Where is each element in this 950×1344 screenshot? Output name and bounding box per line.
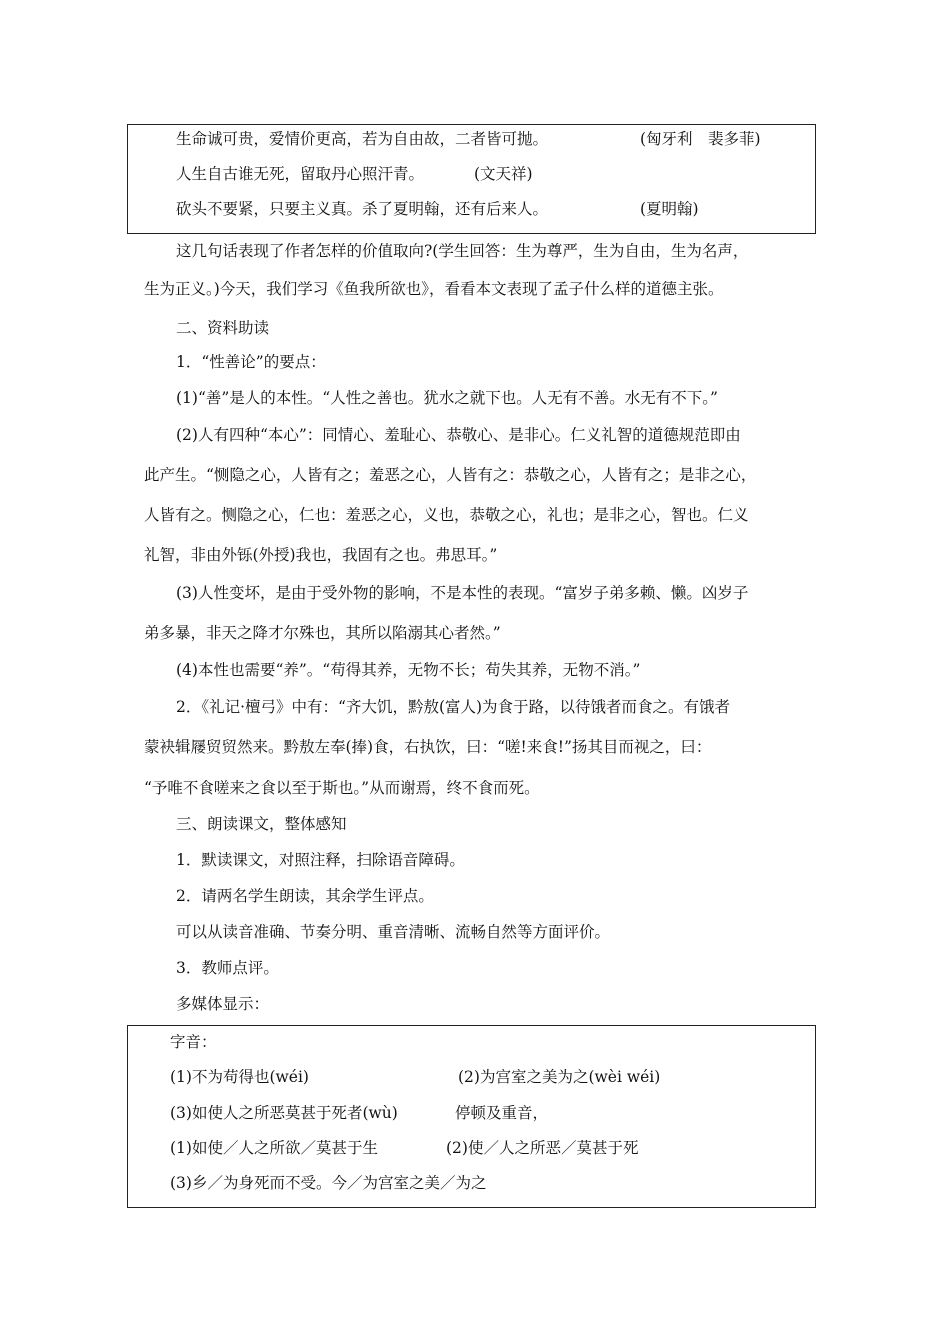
quote-1-text: 生命诚可贵，爱情价更高，若为自由故，二者皆可抛。: [176, 130, 549, 148]
pause-item-3: (3)乡／为身死而不受。今／为宫室之美／为之: [170, 1174, 487, 1192]
quote-1-author: (匈牙利 裴多菲): [640, 130, 761, 148]
pause-item-1: (1)如使／人之所欲／莫甚于生: [170, 1139, 378, 1157]
section-2-item-2-line-3: “予唯不食嗟来之食以至于斯也。”从而谢焉，终不食而死。: [144, 779, 540, 797]
intro-line-2: 生为正义。)今天，我们学习《鱼我所欲也》，看看本文表现了孟子什么样的道德主张。: [144, 280, 724, 298]
section-2-point-3-line-1: (3)人性变坏，是由于受外物的影响，不是本性的表现。“富岁子弟多赖、懒。凶岁子: [176, 584, 749, 602]
section-2-point-3-line-2: 弟多暴，非天之降才尔殊也，其所以陷溺其心者然。”: [144, 624, 501, 642]
section-2-point-1: (1)“善”是人的本性。“人性之善也。犹水之就下也。人无有不善。水无有不下。”: [176, 389, 718, 407]
quote-3-text: 砍头不要紧，只要主义真。杀了夏明翰，还有后来人。: [176, 200, 549, 218]
quote-2-text: 人生自古谁无死，留取丹心照汗青。: [176, 165, 425, 183]
section-2-heading: 二、资料助读: [176, 319, 270, 337]
section-3-heading: 三、朗读课文，整体感知: [176, 815, 347, 833]
section-3-step-2-note: 可以从读音准确、节奏分明、重音清晰、流畅自然等方面评价。: [176, 923, 611, 941]
quote-2-author: (文天祥): [474, 165, 533, 183]
section-2-point-4: (4)本性也需要“养”。“苟得其养，无物不长；苟失其养，无物不消。”: [176, 661, 641, 679]
section-3-step-3: 3．教师点评。: [176, 959, 279, 977]
section-3-step-2: 2．请两名学生朗读，其余学生评点。: [176, 887, 434, 905]
intro-line-1: 这几句话表现了作者怎样的价值取向?(学生回答：生为尊严，生为自由，生为名声，: [176, 242, 749, 260]
section-2-item-1-title: 1．“性善论”的要点：: [176, 353, 326, 371]
pronunciation-item-1: (1)不为苟得也(wéi): [170, 1068, 309, 1086]
section-3-step-1: 1．默读课文，对照注释，扫除语音障碍。: [176, 851, 465, 869]
pronunciation-item-3: (3)如使人之所恶莫甚于死者(wù): [170, 1104, 398, 1122]
section-2-item-2-line-2: 蒙袂辑屦贸贸然来。黔敖左奉(捧)食，右执饮，曰：“嗟!来食!”扬其目而视之，曰：: [144, 738, 712, 756]
pause-item-2: (2)使／人之所恶／莫甚于死: [446, 1139, 639, 1157]
pronunciation-title: 字音：: [170, 1033, 217, 1051]
pronunciation-item-2: (2)为宫室之美为之(wèi wéi): [458, 1068, 661, 1086]
section-2-point-2-line-3: 人皆有之。恻隐之心，仁也：羞恶之心，义也，恭敬之心，礼也；是非之心，智也。仁义: [144, 506, 749, 524]
section-2-point-2-line-2: 此产生。“恻隐之心，人皆有之；羞恶之心，人皆有之：恭敬之心，人皆有之；是非之心，: [144, 466, 757, 484]
section-2-item-2-line-1: 2．《礼记·檀弓》中有：“齐大饥，黔敖(富人)为食于路，以待饿者而食之。有饿者: [176, 698, 731, 716]
section-2-point-2-line-1: (2)人有四种“本心”：同情心、羞耻心、恭敬心、是非心。仁义礼智的道德规范即由: [176, 426, 741, 444]
section-2-point-2-line-4: 礼智，非由外铄(外授)我也，我固有之也。弗思耳。”: [144, 546, 498, 564]
pause-stress-title: 停顿及重音，: [455, 1104, 549, 1122]
quote-3-author: (夏明翰): [640, 200, 699, 218]
multimedia-label: 多媒体显示：: [176, 995, 270, 1013]
